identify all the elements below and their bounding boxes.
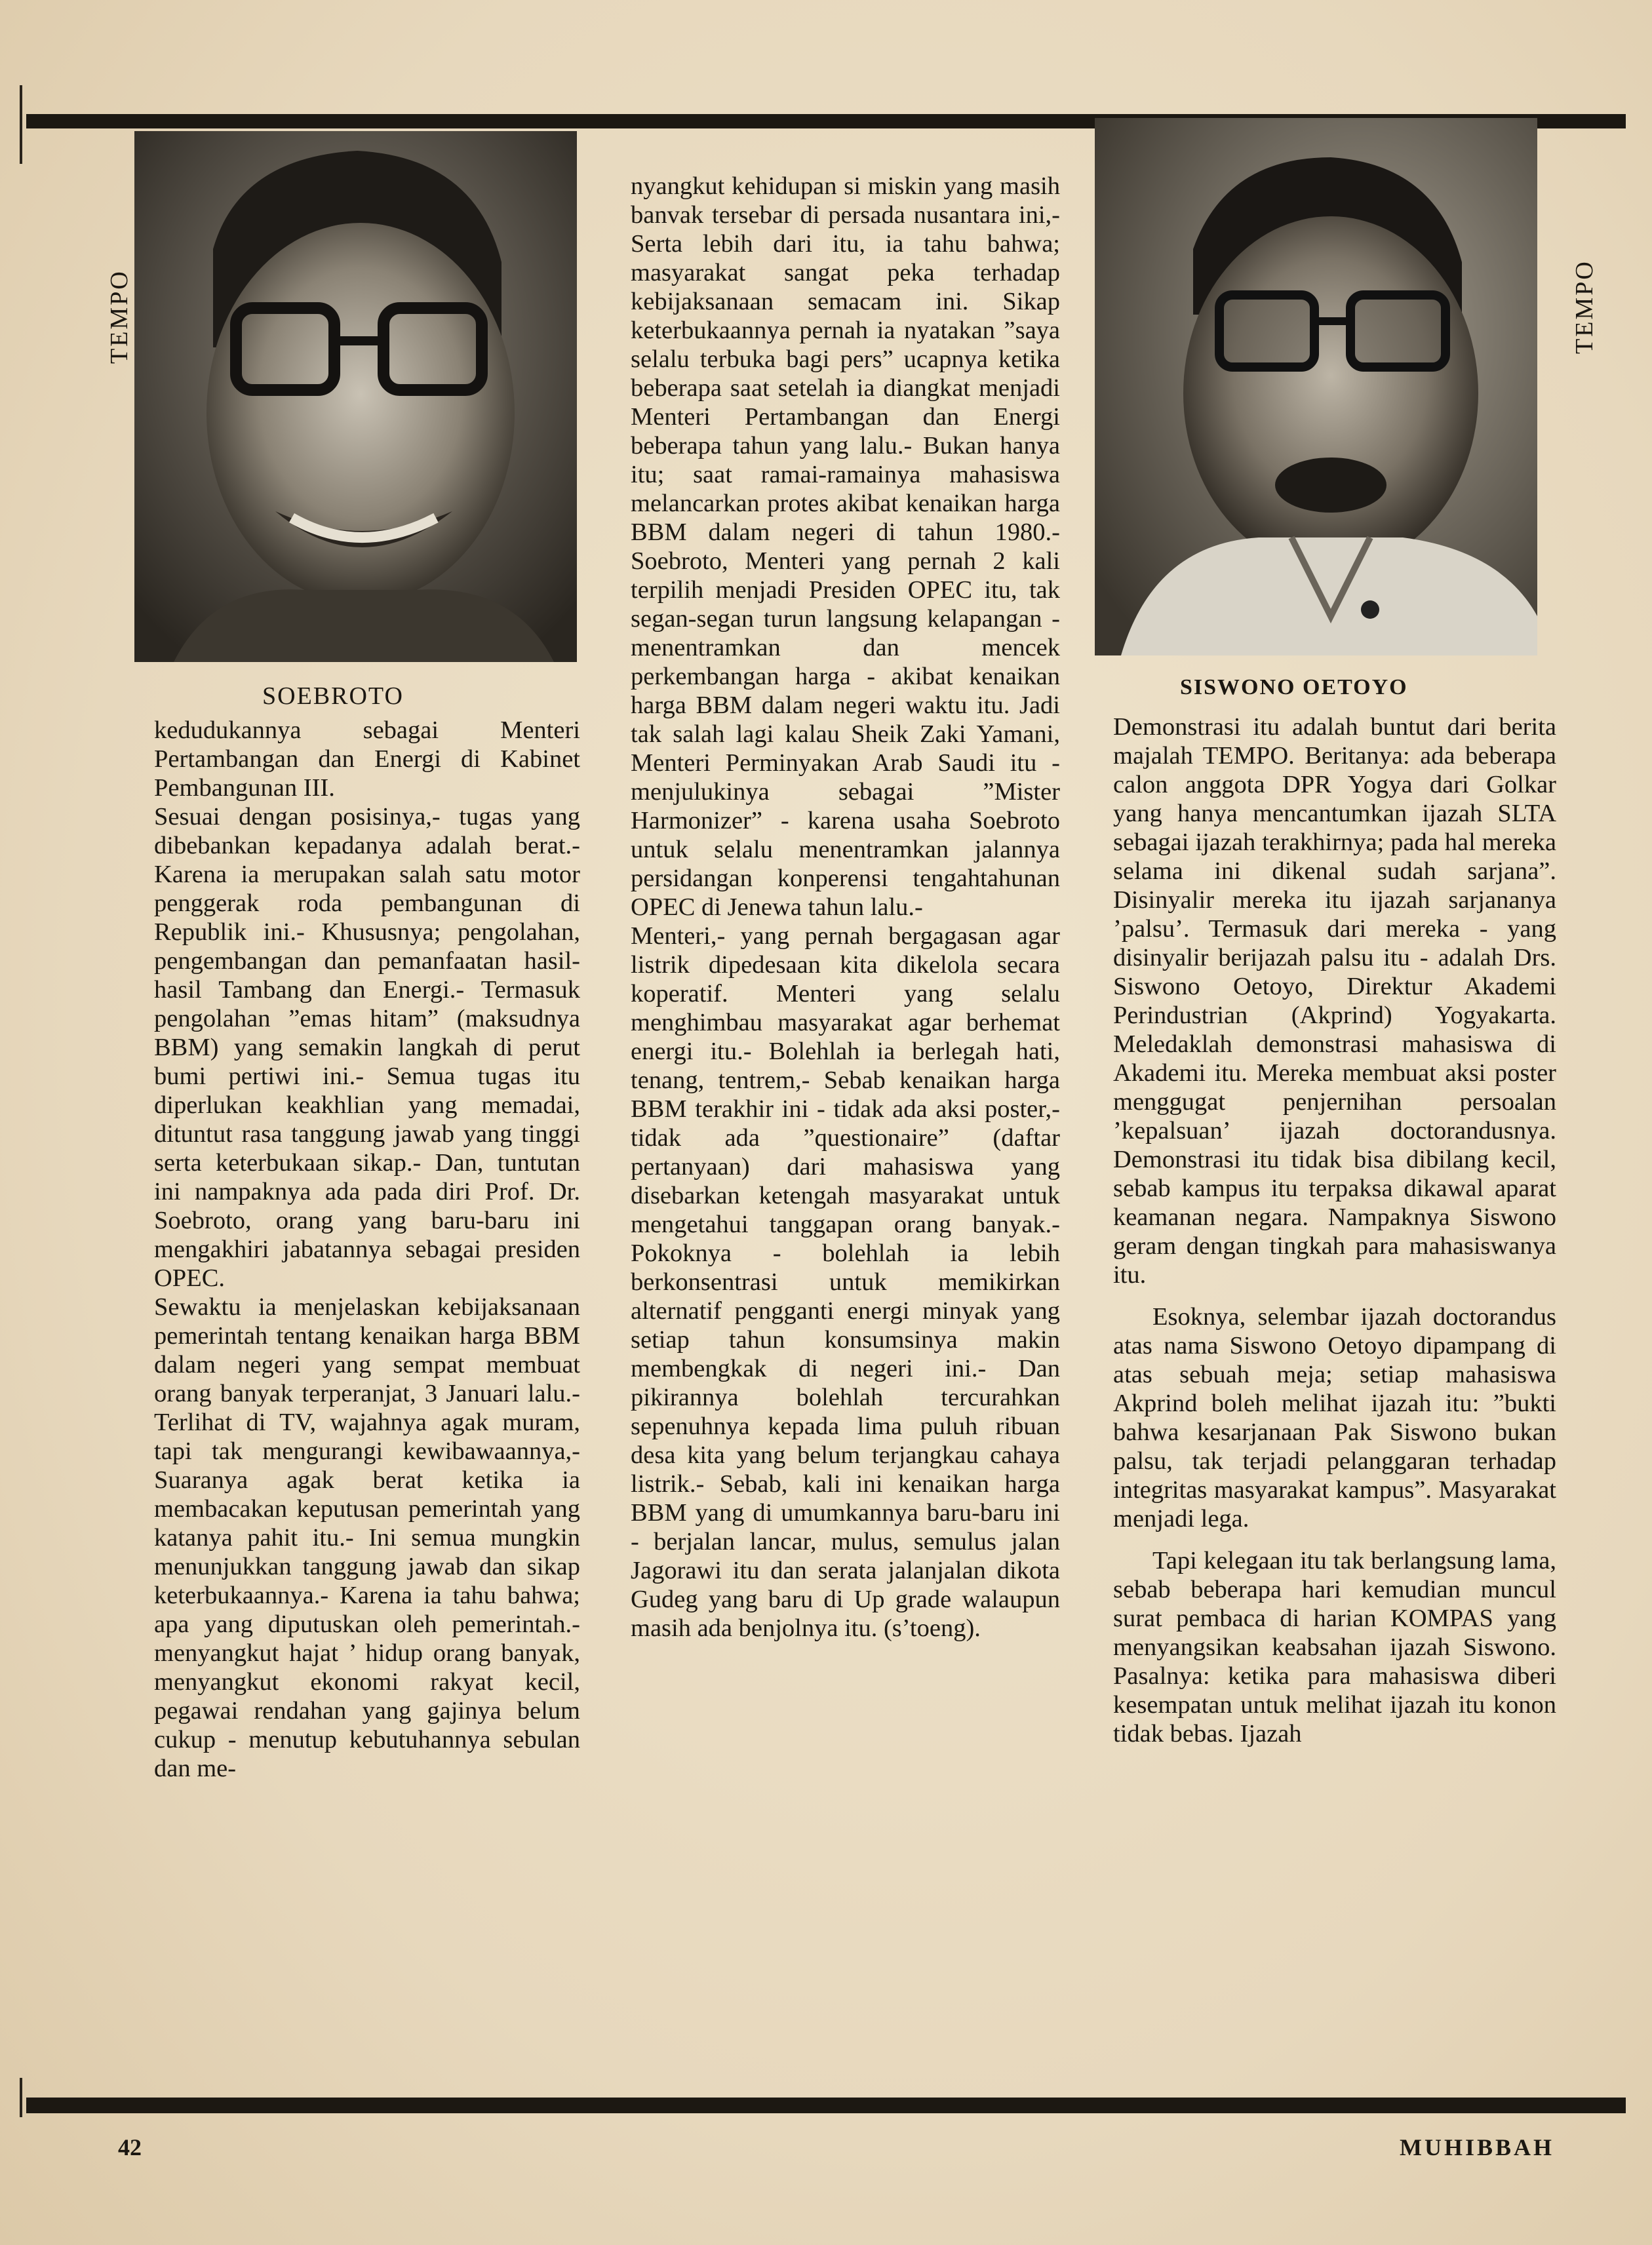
paragraph: kedudukannya sebagai Menteri Pertambangan dan Energi di Kabinet Pembangunan III.	[154, 716, 580, 802]
article-column-3	[1113, 713, 1556, 1748]
page-number: 42	[118, 2134, 142, 2160]
paragraph: Sesuai dengan posisinya,- tugas yang dibebankan kepadanya adalah berat.- Karena ia merupakan salah satu motor penggerak roda pembangunan di Republik ini.- Khususnya; pengolahan, pengembangan dan pemanfaatan hasil-hasil Tambang dan Energi.- Termasuk pengolahan ”emas hitam” (maksudnya BBM) yang semakin langkah di perut bumi pertiwi ini.- Semua tugas itu diperlukan keakhlian yang memadai, dituntut rasa tanggung jawab yang tinggi serta keterbukaan sikap.- Dan, tuntutan ini nampaknya ada pada diri Prof. Dr. Soebroto, orang yang baru-baru ini mengakhiri jabatannya sebagai presiden OPEC.	[154, 803, 580, 1292]
article-column-2	[631, 172, 1060, 1643]
photo-siswono-oetoyo	[1095, 118, 1537, 655]
article-column-1	[154, 716, 580, 1783]
photo-caption-right: SISWONO OETOYO	[1180, 675, 1408, 699]
photo-credit-right: TEMPO	[1571, 260, 1598, 354]
paragraph: Esoknya, selembar ijazah doctorandus atas nama Siswono Oetoyo dipampang di atas sebuah meja; setiap mahasiswa Akprind boleh melihat ijazah itu: ”bukti bahwa kesarjanaan Pak Siswono bukan palsu, tak terjadi pelanggaran terhadap integritas masyarakat kampus”. Masyarakat menjadi lega.	[1113, 1303, 1556, 1532]
scan-edge-mark	[20, 85, 22, 164]
bottom-rule	[26, 2098, 1626, 2113]
paragraph: Menteri,- yang pernah bergagasan agar listrik dipedesaan kita dikelola secara koperatif. Menteri yang selalu menghimbau masyarakat agar berhemat energi itu.- Bolehlah ia berlegah hati, tenang, tentrem,- Sebab kenaikan harga BBM terakhir ini - tidak ada aksi poster,- tidak ada ”questionaire” (daftar pertanyaan) dari mahasiswa yang disebarkan ketengah masyarakat untuk mengetahui tanggapan orang banyak.- Pokoknya - bolehlah ia lebih berkonsentrasi untuk memikirkan alternatif pengganti energi minyak yang setiap tahun konsumsinya makin membengkak di negeri ini.- Dan pikirannya bolehlah tercurahkan sepenuhnya kepada lima puluh ribuan desa kita yang belum terjangkau cahaya listrik.- Sebab, kali ini kenaikan harga BBM yang di umumkannya baru-baru ini - berjalan lancar, mulus, semulus jalan Jagorawi itu dan serata jalanjalan dikota Gudeg yang baru di Up grade walaupun masih ada benjolnya itu. (s’toeng).	[631, 922, 1060, 1642]
photo-caption-left: SOEBROTO	[262, 682, 404, 710]
paragraph: Tapi kelegaan itu tak berlangsung lama, sebab beberapa hari kemudian muncul surat pembaca di harian KOMPAS yang menyangsikan keabsahan ijazah Siswono. Pasalnya: ketika para mahasiswa diberi kesempatan untuk melihat ijazah itu konon tidak bebas. Ijazah	[1113, 1547, 1556, 1747]
paragraph: nyangkut kehidupan si miskin yang masih banvak tersebar di persada nusantara ini,- Serta lebih dari itu, ia tahu bahwa; masyarakat sangat peka terhadap kebijaksanaan semacam ini. Sikap keterbukaannya pernah ia nyatakan ”saya selalu terbuka bagi pers” ucapnya ketika beberapa saat setelah ia diangkat menjadi Menteri Pertambangan dan Energi beberapa tahun yang lalu.- Bukan hanya itu; saat ramai-ramainya mahasiswa melancarkan protes akibat kenaikan harga BBM dalam negeri di tahun 1980.- Soebroto, Menteri yang pernah 2 kali terpilih menjadi Presiden OPEC itu, tak segan-segan turun langsung kelapangan - menentramkan dan mencek perkembangan harga - akibat kenaikan harga BBM dalam negeri waktu itu. Jadi tak salah lagi kalau Sheik Zaki Yamani, Menteri Perminyakan Arab Saudi itu - menjulukinya sebagai ”Mister Harmonizer” - karena usaha Soebroto untuk selalu menentramkan jalannya persidangan konperensi tengahtahunan OPEC di Jenewa tahun lalu.-	[631, 172, 1060, 921]
paragraph: Demonstrasi itu adalah buntut dari berita majalah TEMPO. Beritanya: ada beberapa calon anggota DPR Yogya dari Golkar yang hanya mencantumkan ijazah SLTA sebagai ijazah terakhirnya; pada hal mereka selama ini dikenal sudah sarjana”. Disinyalir mereka itu ijazah sarjananya ’palsu’. Termasuk dari mereka - yang disinyalir berijazah palsu itu - adalah Drs. Siswono Oetoyo, Direktur Akademi Perindustrian (Akprind) Yogyakarta. Meledaklah demonstrasi mahasiswa di Akademi itu. Mereka membuat aksi poster menggugat penjernihan persoalan ’kepalsuan’ ijazah doctorandusnya. Demonstrasi itu tidak bisa dibilang kecil, sebab kampus itu terpaksa dikawal aparat keamanan negara. Nampaknya Siswono geram dengan tingkah para mahasiswanya itu.	[1113, 713, 1556, 1289]
magazine-name: MUHIBBAH	[1400, 2134, 1555, 2160]
photo-soebroto	[134, 131, 577, 662]
photo-credit-left: TEMPO	[106, 269, 133, 364]
scan-edge-mark	[20, 2078, 22, 2117]
paragraph: Sewaktu ia menjelaskan kebijaksanaan pemerintah tentang kenaikan harga BBM dalam negeri yang sempat membuat orang banyak terperanjat, 3 Januari lalu.- Terlihat di TV, wajahnya agak muram, tapi tak mengurangi kewibawaannya,- Suaranya agak berat ketika ia membacakan keputusan pemerintah yang katanya pahit itu.- Ini semua mungkin menunjukkan tanggung jawab dan sikap keterbukaannya.- Karena ia tahu bahwa; apa yang diputuskan oleh pemerintah.- menyangkut hajat ’ hidup orang banyak, menyangkut ekonomi rakyat kecil, pegawai rendahan yang gajinya belum cukup - menutup kebutuhannya sebulan dan me-	[154, 1293, 580, 1782]
